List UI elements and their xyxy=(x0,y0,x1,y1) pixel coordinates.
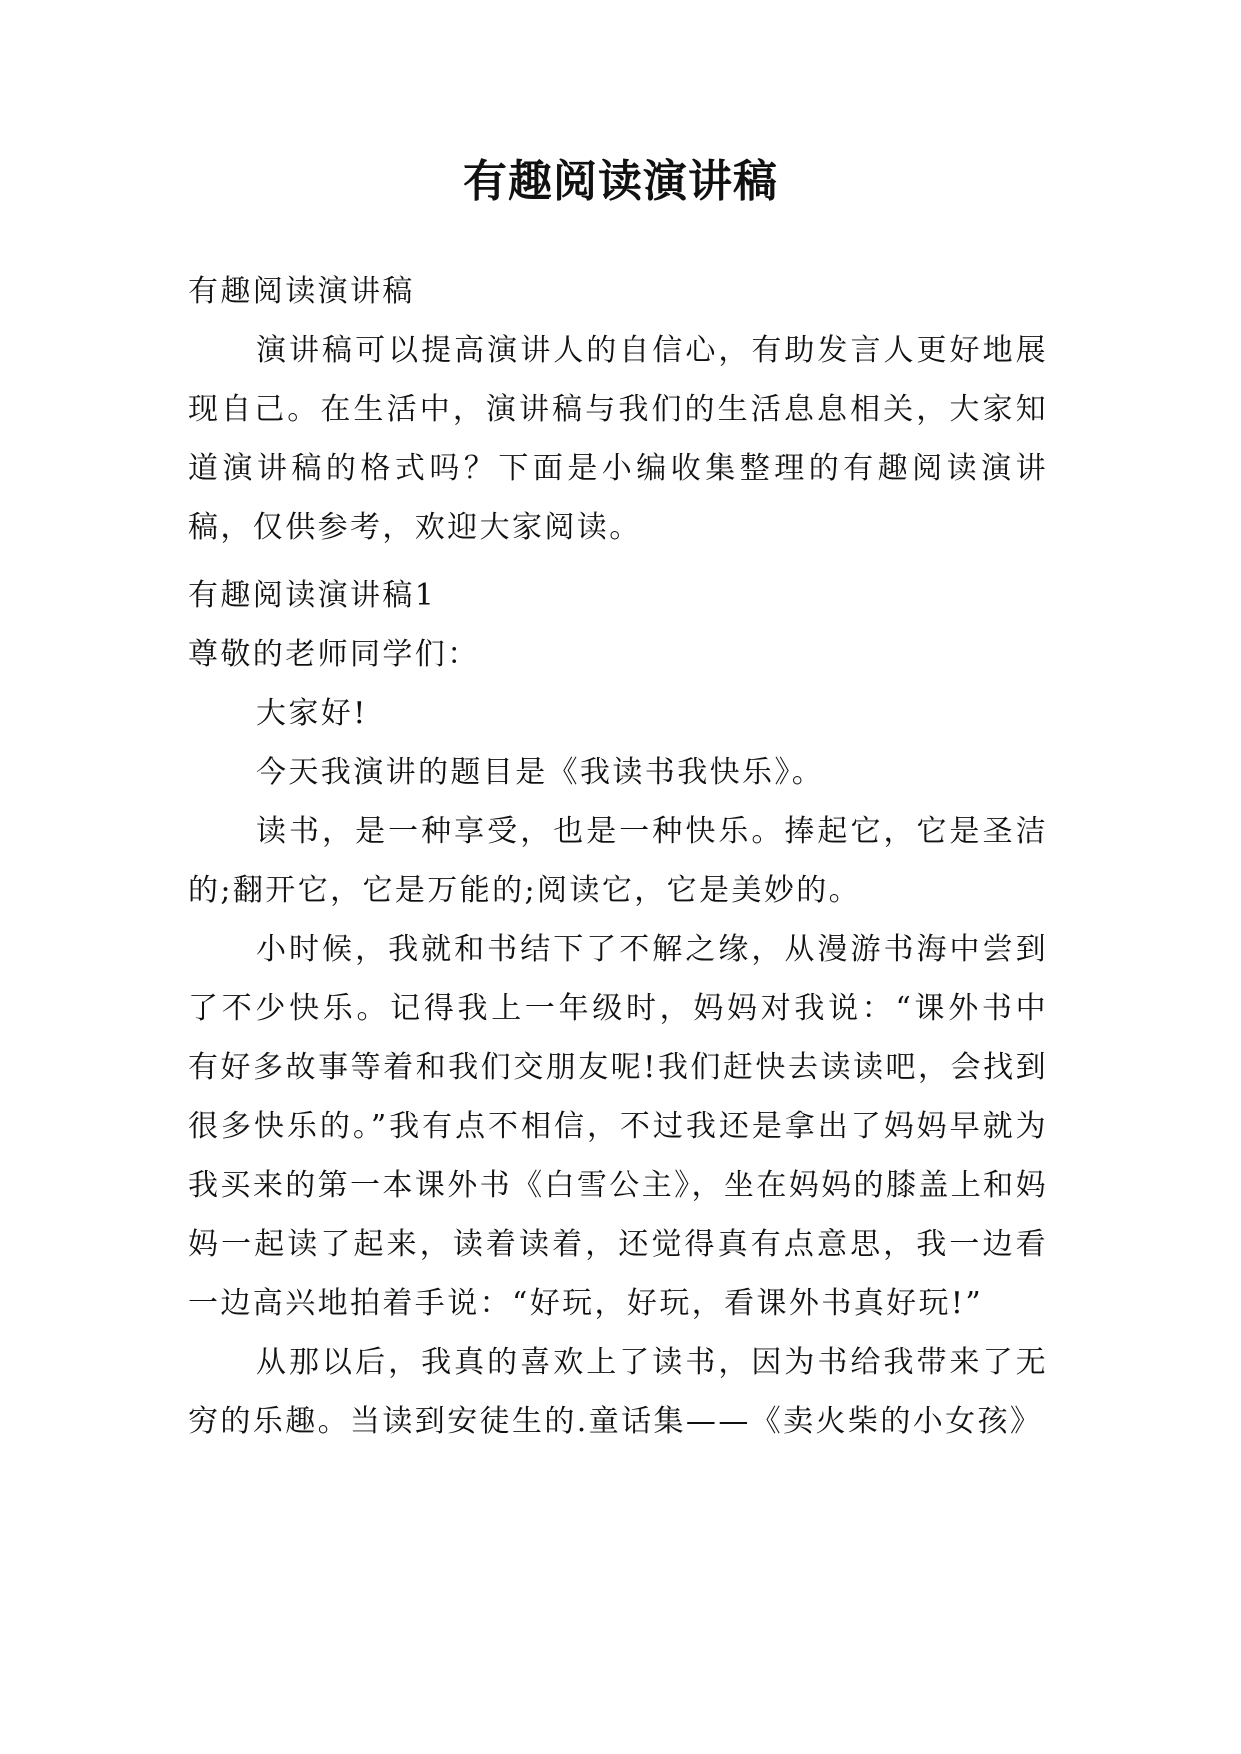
intro-section xyxy=(188,262,1048,557)
speech-1-heading: 有趣阅读演讲稿1 xyxy=(188,578,437,613)
speech-1-section xyxy=(188,566,1048,1451)
speech-1-paragraph-4: 从那以后，我真的喜欢上了读书，因为书给我带来了无穷的乐趣。当读到安徒生的.童话集——《卖火柴的小女孩》 xyxy=(188,1345,1048,1439)
speech-1-paragraph-1: 今天我演讲的题目是《我读书我快乐》。 xyxy=(256,755,825,790)
speech-1-paragraph-2: 读书，是一种享受，也是一种快乐。捧起它，它是圣洁的;翻开它，它是万能的;阅读它，它是美妙的。 xyxy=(188,814,1048,908)
intro-paragraph: 演讲稿可以提高演讲人的自信心，有助发言人更好地展现自己。在生活中，演讲稿与我们的生活息息相关，大家知道演讲稿的格式吗？下面是小编收集整理的有趣阅读演讲稿，仅供参考，欢迎大家阅读。 xyxy=(188,333,1048,545)
document-title: 有趣阅读演讲稿 xyxy=(463,156,778,207)
speech-1-greeting: 大家好! xyxy=(256,696,368,731)
speech-1-salutation: 尊敬的老师同学们： xyxy=(188,637,480,672)
intro-heading: 有趣阅读演讲稿 xyxy=(188,274,415,309)
speech-1-paragraph-3: 小时候，我就和书结下了不解之缘，从漫游书海中尝到了不少快乐。记得我上一年级时，妈妈对我说：“课外书中有好多故事等着和我们交朋友呢!我们赶快去读读吧，会找到很多快乐的。”我有点不相信，不过我还是拿出了妈妈早就为我买来的第一本课外书《白雪公主》，坐在妈妈的膝盖上和妈妈一起读了起来，读着读着，还觉得真有点意思，我一边看一边高兴地拍着手说：“好玩，好玩，看课外书真好玩!” xyxy=(188,932,1048,1321)
